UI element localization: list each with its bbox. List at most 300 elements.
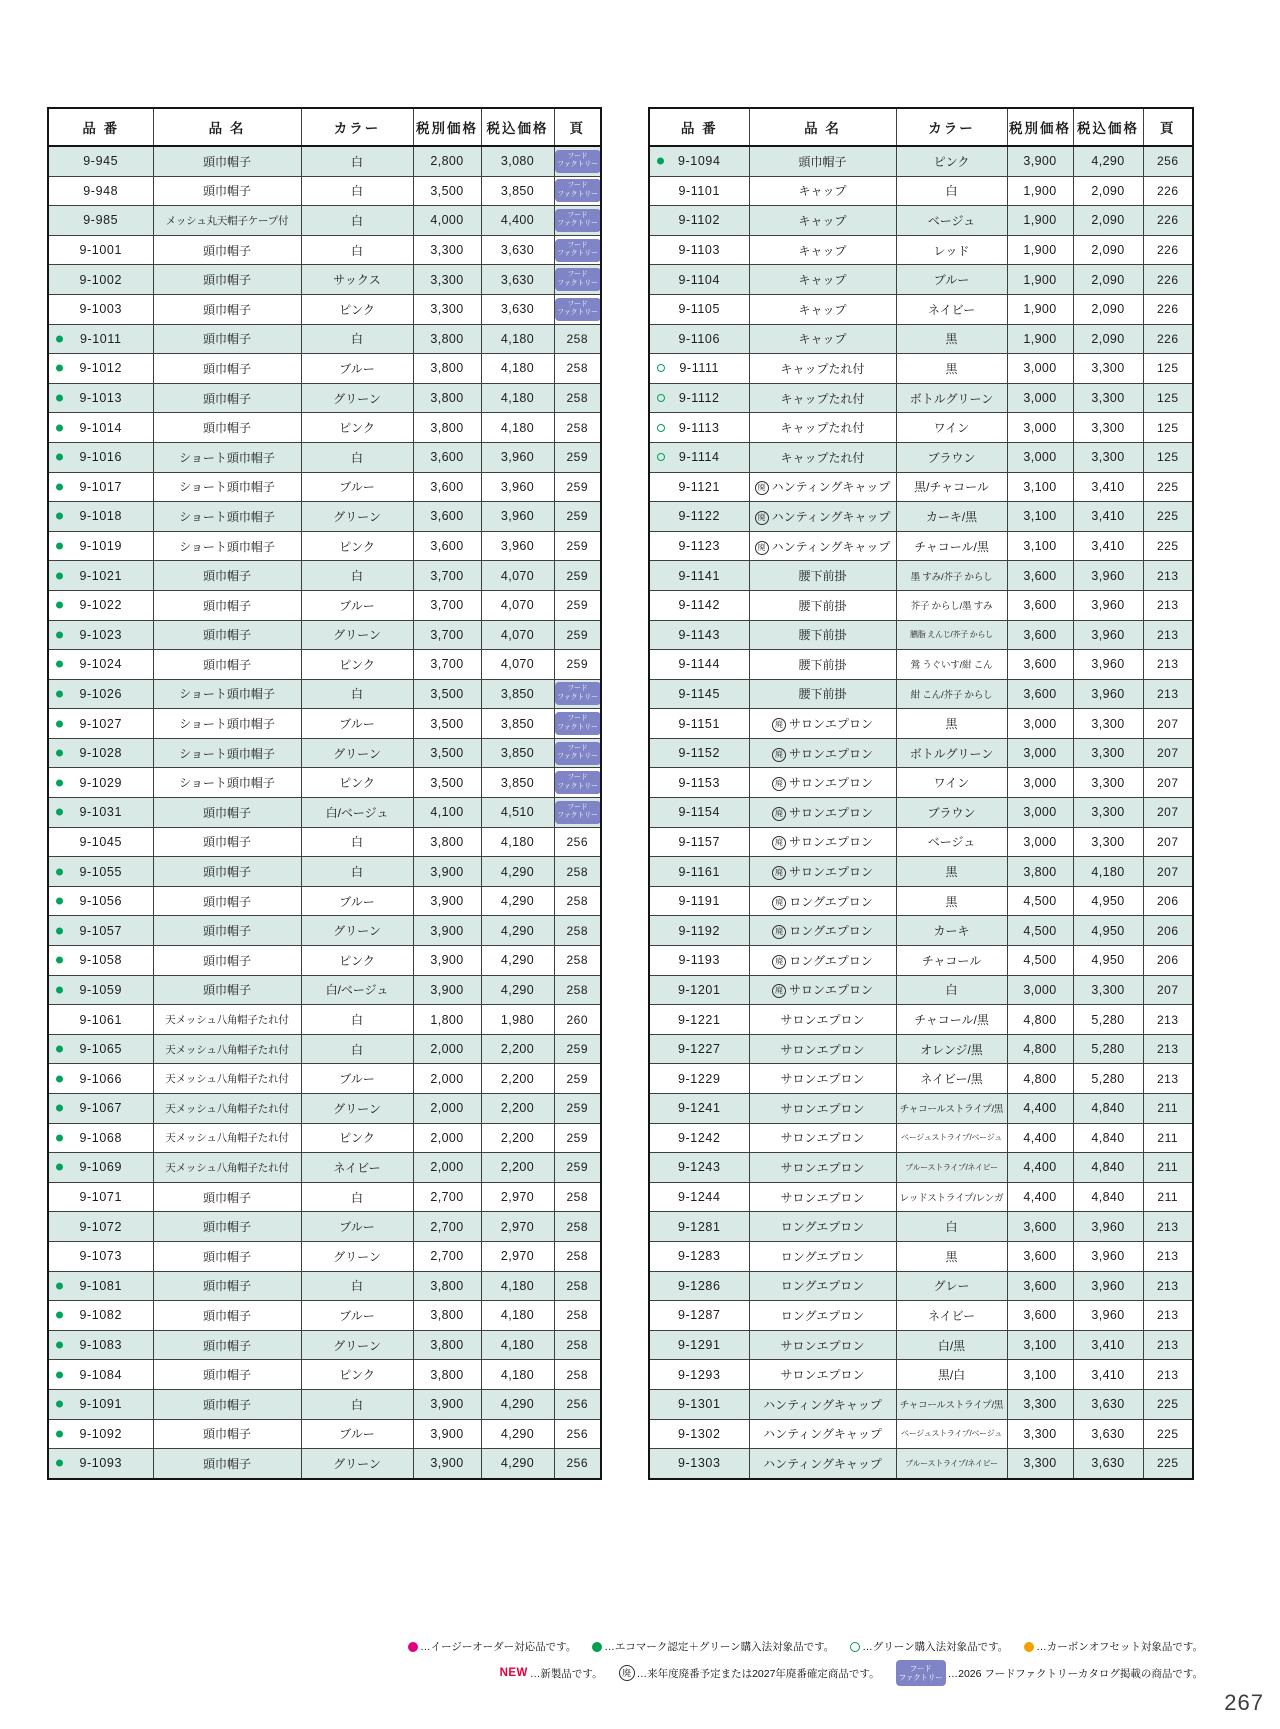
item-color-cell: 紺 こん/芥子 からし [896, 679, 1007, 709]
item-code-cell: 9-1012 [48, 354, 153, 384]
price-in-tax-cell: 4,180 [481, 354, 554, 384]
page-ref-cell: 258 [554, 857, 601, 887]
price-ex-tax-cell: 2,000 [413, 1034, 481, 1064]
item-code-cell: 9-1067 [48, 1094, 153, 1124]
legend-text: …新製品です。 [529, 1667, 603, 1680]
price-ex-tax-cell: 3,900 [413, 1449, 481, 1479]
price-in-tax-cell: 4,290 [481, 946, 554, 976]
page-ref-cell: 226 [1143, 294, 1193, 324]
price-in-tax-cell: 4,290 [481, 1419, 554, 1449]
item-name-cell: 頭巾帽子 [153, 1301, 301, 1331]
price-ex-tax-cell: 3,600 [413, 442, 481, 472]
table-row [48, 206, 601, 236]
item-color-cell: グリーン [301, 383, 413, 413]
table-row [48, 1241, 601, 1271]
page-ref-cell: 226 [1143, 265, 1193, 295]
price-in-tax-cell: 3,960 [481, 531, 554, 561]
price-ex-tax-cell: 2,700 [413, 1241, 481, 1271]
item-name-cell: 頭巾帽子 [153, 1419, 301, 1449]
price-ex-tax-cell: 3,600 [413, 531, 481, 561]
table-row [649, 975, 1193, 1005]
item-name-cell: 天メッシュ八角帽子たれ付 [153, 1123, 301, 1153]
price-in-tax-cell: 3,960 [481, 442, 554, 472]
item-name-cell: 頭巾帽子 [153, 946, 301, 976]
price-in-tax-cell: 2,200 [481, 1064, 554, 1094]
item-name-cell: 頭巾帽子 [153, 354, 301, 384]
price-ex-tax-cell: 4,400 [1007, 1182, 1073, 1212]
table-row [48, 235, 601, 265]
price-ex-tax-cell: 3,300 [413, 235, 481, 265]
new-label: NEW [499, 1667, 528, 1679]
item-code-cell: 9-1026 [48, 679, 153, 709]
item-code-cell: 9-1111 [649, 354, 749, 384]
table-row [649, 620, 1193, 650]
item-color-cell: グリーン [301, 1241, 413, 1271]
item-code-cell: 9-1083 [48, 1330, 153, 1360]
eco-mark-dot-icon [592, 1642, 602, 1652]
table-row [48, 1153, 601, 1183]
price-in-tax-cell: 3,630 [1073, 1449, 1143, 1479]
item-color-cell: ブルー [301, 472, 413, 502]
item-color-cell: ブルーストライプ/ネイビー [896, 1449, 1007, 1479]
item-color-cell: 黒/白 [896, 1360, 1007, 1390]
green-dot-icon [56, 1430, 63, 1437]
food-factory-badge: フード ファクトリー [555, 150, 601, 173]
item-code-cell: 9-1227 [649, 1034, 749, 1064]
page-ref-cell: 226 [1143, 206, 1193, 236]
price-ex-tax-cell: 3,000 [1007, 709, 1073, 739]
price-in-tax-cell: 3,960 [1073, 1241, 1143, 1271]
table-header-row [649, 108, 1193, 146]
price-ex-tax-cell: 4,800 [1007, 1064, 1073, 1094]
price-ex-tax-cell: 4,500 [1007, 946, 1073, 976]
page-ref-cell: 213 [1143, 590, 1193, 620]
item-name-cell: ロングエプロン [749, 1301, 896, 1331]
item-code-cell: 9-1106 [649, 324, 749, 354]
table-row [649, 176, 1193, 206]
table-row [48, 1330, 601, 1360]
item-name-cell: ハンティングキャップ [749, 1449, 896, 1479]
price-in-tax-cell: 3,080 [481, 146, 554, 176]
item-color-cell: 白/ベージュ [301, 798, 413, 828]
green-dot-icon [56, 602, 63, 609]
green-dot-icon [56, 424, 63, 431]
item-code-cell: 9-1293 [649, 1360, 749, 1390]
page-ref-cell: 213 [1143, 1241, 1193, 1271]
table-row [649, 324, 1193, 354]
page-ref-cell: 259 [554, 531, 601, 561]
price-in-tax-cell: 2,970 [481, 1182, 554, 1212]
legend-item-eco-mark [592, 1639, 834, 1654]
food-factory-badge: フード ファクトリー [555, 179, 601, 202]
item-code-cell: 9-1055 [48, 857, 153, 887]
page-ref-cell: 225 [1143, 1419, 1193, 1449]
item-name-cell: 頭巾帽子 [153, 1389, 301, 1419]
item-name-cell: 腰下前掛 [749, 679, 896, 709]
page-ref-cell: 213 [1143, 1064, 1193, 1094]
table-row [48, 620, 601, 650]
discontinued-icon: 廃 [755, 481, 769, 495]
price-in-tax-cell: 2,970 [481, 1241, 554, 1271]
item-code-cell: 9-1024 [48, 650, 153, 680]
table-row [649, 1182, 1193, 1212]
item-color-cell: 黒 [896, 1241, 1007, 1271]
green-dot-icon [56, 1105, 63, 1112]
price-in-tax-cell: 3,850 [481, 768, 554, 798]
item-color-cell: 白 [301, 176, 413, 206]
item-name-cell: 頭巾帽子 [153, 146, 301, 176]
page-ref-cell: 211 [1143, 1123, 1193, 1153]
legend-item-green-purchase [850, 1639, 1008, 1654]
price-ex-tax-cell: 4,800 [1007, 1034, 1073, 1064]
green-dot-icon [56, 720, 63, 727]
price-ex-tax-cell: 3,700 [413, 590, 481, 620]
price-in-tax-cell: 2,200 [481, 1034, 554, 1064]
price-ex-tax-cell: 3,300 [413, 265, 481, 295]
page-ref-cell: 259 [554, 472, 601, 502]
item-name-cell: サロンエプロン [749, 1182, 896, 1212]
item-name-cell: 頭巾帽子 [153, 176, 301, 206]
col-header-page: 頁 [554, 108, 601, 146]
item-color-cell: 白 [896, 176, 1007, 206]
item-color-cell: チャコールストライプ/黒 [896, 1094, 1007, 1124]
item-name-cell: 廃 ロングエプロン [749, 886, 896, 916]
item-name-cell: キャップたれ付 [749, 383, 896, 413]
item-name-cell: 廃 サロンエプロン [749, 857, 896, 887]
item-code-cell: 9-1061 [48, 1005, 153, 1035]
item-name-cell: 頭巾帽子 [153, 1212, 301, 1242]
price-ex-tax-cell: 4,500 [1007, 886, 1073, 916]
price-in-tax-cell: 3,300 [1073, 798, 1143, 828]
item-code-cell: 9-1152 [649, 738, 749, 768]
price-ex-tax-cell: 2,000 [413, 1123, 481, 1153]
price-ex-tax-cell: 2,700 [413, 1212, 481, 1242]
green-dot-icon [56, 1312, 63, 1319]
item-code-cell: 9-1001 [48, 235, 153, 265]
item-code-cell: 9-1283 [649, 1241, 749, 1271]
item-code-cell: 9-1103 [649, 235, 749, 265]
page-ref-cell: 259 [554, 1094, 601, 1124]
discontinued-icon: 廃 [772, 807, 786, 821]
page-ref-cell: 213 [1143, 620, 1193, 650]
item-code-cell: 9-1084 [48, 1360, 153, 1390]
legend-line-2 [500, 1660, 1203, 1686]
col-header-color: カラー [301, 108, 413, 146]
page-ref-cell: 226 [1143, 176, 1193, 206]
item-name-cell: 廃 サロンエプロン [749, 975, 896, 1005]
page-ref-cell [554, 206, 601, 236]
item-color-cell: 白 [301, 827, 413, 857]
table-row [48, 798, 601, 828]
discontinued-icon: 廃 [619, 1665, 635, 1681]
green-dot-icon [56, 572, 63, 579]
item-name-cell: 天メッシュ八角帽子たれ付 [153, 1005, 301, 1035]
price-in-tax-cell: 3,850 [481, 709, 554, 739]
green-dot-icon [56, 1134, 63, 1141]
item-color-cell: ピンク [301, 531, 413, 561]
green-purchase-ring-icon [850, 1642, 860, 1652]
item-name-cell: 頭巾帽子 [153, 590, 301, 620]
page-ref-cell: 259 [554, 620, 601, 650]
price-ex-tax-cell: 4,400 [1007, 1094, 1073, 1124]
price-ex-tax-cell: 3,300 [1007, 1389, 1073, 1419]
price-ex-tax-cell: 3,800 [1007, 857, 1073, 887]
item-code-cell: 9-1021 [48, 561, 153, 591]
table-row [48, 886, 601, 916]
price-in-tax-cell: 4,840 [1073, 1094, 1143, 1124]
price-in-tax-cell: 4,950 [1073, 946, 1143, 976]
price-in-tax-cell: 2,970 [481, 1212, 554, 1242]
item-name-cell: 頭巾帽子 [153, 620, 301, 650]
page-ref-cell: 225 [1143, 502, 1193, 532]
legend-item-easy-order [408, 1639, 576, 1654]
price-in-tax-cell: 2,090 [1073, 235, 1143, 265]
legend-text: …グリーン購入法対象品です。 [862, 1641, 1009, 1653]
table-body-left [48, 146, 601, 1479]
price-in-tax-cell: 4,840 [1073, 1153, 1143, 1183]
table-row [48, 1301, 601, 1331]
price-in-tax-cell: 3,960 [481, 472, 554, 502]
price-ex-tax-cell: 3,600 [413, 502, 481, 532]
item-name-cell: 天メッシュ八角帽子たれ付 [153, 1094, 301, 1124]
item-code-cell: 9-1142 [649, 590, 749, 620]
page-ref-cell: 256 [1143, 146, 1193, 176]
page-ref-cell: 213 [1143, 1212, 1193, 1242]
item-code-cell: 9-1144 [649, 650, 749, 680]
page-ref-cell: 258 [554, 1241, 601, 1271]
page-ref-cell: 259 [554, 1064, 601, 1094]
price-ex-tax-cell: 3,500 [413, 768, 481, 798]
item-name-cell: 腰下前掛 [749, 590, 896, 620]
item-name-cell: 頭巾帽子 [153, 975, 301, 1005]
page-ref-cell [554, 798, 601, 828]
table-row [649, 768, 1193, 798]
food-factory-badge: フード ファクトリー [555, 801, 601, 824]
page-ref-cell: 226 [1143, 235, 1193, 265]
item-name-cell: 頭巾帽子 [153, 1271, 301, 1301]
item-color-cell: ネイビー [896, 294, 1007, 324]
table-row [649, 413, 1193, 443]
page-ref-cell [554, 679, 601, 709]
item-code-cell: 9-1241 [649, 1094, 749, 1124]
item-name-cell: 廃 ロングエプロン [749, 916, 896, 946]
price-in-tax-cell: 4,950 [1073, 916, 1143, 946]
price-ex-tax-cell: 2,000 [413, 1153, 481, 1183]
item-name-cell: 廃 サロンエプロン [749, 709, 896, 739]
page-ref-cell: 225 [1143, 1449, 1193, 1479]
discontinued-icon: 廃 [772, 896, 786, 910]
price-in-tax-cell: 2,090 [1073, 324, 1143, 354]
price-in-tax-cell: 3,300 [1073, 709, 1143, 739]
col-header-page: 頁 [1143, 108, 1193, 146]
price-in-tax-cell: 3,410 [1073, 1330, 1143, 1360]
legend [408, 1639, 1203, 1686]
item-color-cell: ブラウン [896, 442, 1007, 472]
item-color-cell: ピンク [301, 946, 413, 976]
item-code-cell: 9-1193 [649, 946, 749, 976]
item-code-cell: 9-1028 [48, 738, 153, 768]
item-code-cell: 9-1045 [48, 827, 153, 857]
item-color-cell: ブルー [301, 1419, 413, 1449]
table-row [649, 1005, 1193, 1035]
food-factory-badge: フード ファクトリー [555, 268, 601, 291]
page-ref-cell: 258 [554, 324, 601, 354]
item-code-cell: 9-1201 [649, 975, 749, 1005]
price-in-tax-cell: 3,960 [1073, 590, 1143, 620]
item-color-cell: 白 [301, 1034, 413, 1064]
green-dot-icon [56, 957, 63, 964]
item-color-cell: ピンク [301, 1123, 413, 1153]
table-row [649, 650, 1193, 680]
table-row [48, 176, 601, 206]
green-dot-icon [56, 1164, 63, 1171]
page-ref-cell: 225 [1143, 472, 1193, 502]
price-ex-tax-cell: 3,600 [1007, 1301, 1073, 1331]
price-in-tax-cell: 4,180 [481, 413, 554, 443]
item-name-cell: 廃 ハンティングキャップ [749, 502, 896, 532]
discontinued-icon: 廃 [772, 925, 786, 939]
price-ex-tax-cell: 3,600 [1007, 1271, 1073, 1301]
item-code-cell: 9-1104 [649, 265, 749, 295]
price-ex-tax-cell: 3,000 [1007, 768, 1073, 798]
item-color-cell: グリーン [301, 738, 413, 768]
price-ex-tax-cell: 3,900 [413, 857, 481, 887]
item-name-cell: 天メッシュ八角帽子たれ付 [153, 1034, 301, 1064]
item-color-cell: チャコール/黒 [896, 1005, 1007, 1035]
item-color-cell: ピンク [301, 294, 413, 324]
price-ex-tax-cell: 3,900 [413, 886, 481, 916]
item-code-cell: 9-1113 [649, 413, 749, 443]
page-ref-cell: 226 [1143, 324, 1193, 354]
table-body-right [649, 146, 1193, 1479]
item-color-cell: グリーン [301, 1094, 413, 1124]
page-ref-cell: 125 [1143, 442, 1193, 472]
green-ring-icon [657, 453, 665, 461]
table-row [48, 294, 601, 324]
table-row [649, 1419, 1193, 1449]
table-row [649, 1094, 1193, 1124]
page-ref-cell: 213 [1143, 679, 1193, 709]
table-row [48, 679, 601, 709]
item-color-cell: 白 [301, 442, 413, 472]
item-code-cell: 9-1243 [649, 1153, 749, 1183]
item-color-cell: 黒 [896, 354, 1007, 384]
item-code-cell: 9-1145 [649, 679, 749, 709]
price-ex-tax-cell: 3,900 [1007, 146, 1073, 176]
table-row [48, 650, 601, 680]
table-row [48, 502, 601, 532]
table-row [649, 1360, 1193, 1390]
page-ref-cell: 207 [1143, 827, 1193, 857]
table-row [649, 857, 1193, 887]
page-ref-cell: 259 [554, 1034, 601, 1064]
price-in-tax-cell: 4,400 [481, 206, 554, 236]
discontinued-icon: 廃 [772, 866, 786, 880]
item-color-cell: レッドストライプ/レンガ [896, 1182, 1007, 1212]
table-row [649, 531, 1193, 561]
item-code-cell: 9-1017 [48, 472, 153, 502]
table-row [649, 1064, 1193, 1094]
price-ex-tax-cell: 3,700 [413, 620, 481, 650]
page-ref-cell: 207 [1143, 768, 1193, 798]
page-ref-cell [554, 709, 601, 739]
legend-text: …来年度廃番予定または2027年廃番確定商品です。 [636, 1667, 880, 1680]
price-ex-tax-cell: 3,100 [1007, 1360, 1073, 1390]
item-code-cell: 9-1105 [649, 294, 749, 324]
price-ex-tax-cell: 3,900 [413, 916, 481, 946]
green-dot-icon [56, 365, 63, 372]
price-in-tax-cell: 4,070 [481, 650, 554, 680]
green-ring-icon [657, 364, 665, 372]
page-ref-cell [554, 265, 601, 295]
food-factory-badge: フード ファクトリー [555, 682, 601, 705]
item-code-cell: 9-1094 [649, 146, 749, 176]
item-code-cell: 9-1058 [48, 946, 153, 976]
item-code-cell: 9-1229 [649, 1064, 749, 1094]
price-in-tax-cell: 4,180 [481, 324, 554, 354]
item-code-cell: 9-1002 [48, 265, 153, 295]
price-in-tax-cell: 3,960 [1073, 679, 1143, 709]
price-in-tax-cell: 1,980 [481, 1005, 554, 1035]
table-row [48, 1064, 601, 1094]
price-ex-tax-cell: 3,900 [413, 1419, 481, 1449]
table-row [649, 265, 1193, 295]
item-code-cell: 9-1161 [649, 857, 749, 887]
price-in-tax-cell: 3,850 [481, 679, 554, 709]
item-name-cell: ロングエプロン [749, 1271, 896, 1301]
price-ex-tax-cell: 3,700 [413, 561, 481, 591]
table-row [649, 827, 1193, 857]
price-in-tax-cell: 2,200 [481, 1123, 554, 1153]
price-ex-tax-cell: 3,000 [1007, 827, 1073, 857]
price-ex-tax-cell: 3,900 [413, 946, 481, 976]
food-factory-badge: フード ファクトリー [555, 712, 601, 735]
item-name-cell: サロンエプロン [749, 1005, 896, 1035]
price-in-tax-cell: 2,090 [1073, 206, 1143, 236]
price-in-tax-cell: 4,290 [481, 916, 554, 946]
item-code-cell: 9-1013 [48, 383, 153, 413]
price-ex-tax-cell: 4,400 [1007, 1123, 1073, 1153]
price-in-tax-cell: 3,960 [1073, 620, 1143, 650]
price-in-tax-cell: 2,200 [481, 1094, 554, 1124]
green-dot-icon [56, 809, 63, 816]
price-ex-tax-cell: 3,600 [1007, 650, 1073, 680]
item-name-cell: サロンエプロン [749, 1064, 896, 1094]
price-ex-tax-cell: 3,100 [1007, 531, 1073, 561]
item-color-cell: ベージュストライプ/ベージュ [896, 1123, 1007, 1153]
price-ex-tax-cell: 3,800 [413, 1301, 481, 1331]
green-ring-icon [657, 394, 665, 402]
item-code-cell: 9-1302 [649, 1419, 749, 1449]
item-code-cell: 9-1102 [649, 206, 749, 236]
item-name-cell: 廃 ロングエプロン [749, 946, 896, 976]
price-ex-tax-cell: 1,900 [1007, 324, 1073, 354]
price-ex-tax-cell: 3,800 [413, 413, 481, 443]
food-factory-badge: フード ファクトリー [555, 239, 601, 262]
price-ex-tax-cell: 3,800 [413, 354, 481, 384]
discontinued-icon: 廃 [772, 984, 786, 998]
item-color-cell: ベージュストライプ/ベージュ [896, 1419, 1007, 1449]
table-row [649, 1389, 1193, 1419]
item-code-cell: 9-1029 [48, 768, 153, 798]
price-ex-tax-cell: 3,600 [1007, 679, 1073, 709]
table-row [649, 1123, 1193, 1153]
price-ex-tax-cell: 3,700 [413, 650, 481, 680]
item-name-cell: キャップ [749, 265, 896, 295]
item-name-cell: 頭巾帽子 [153, 1449, 301, 1479]
item-color-cell: カーキ [896, 916, 1007, 946]
item-color-cell: 白 [301, 146, 413, 176]
